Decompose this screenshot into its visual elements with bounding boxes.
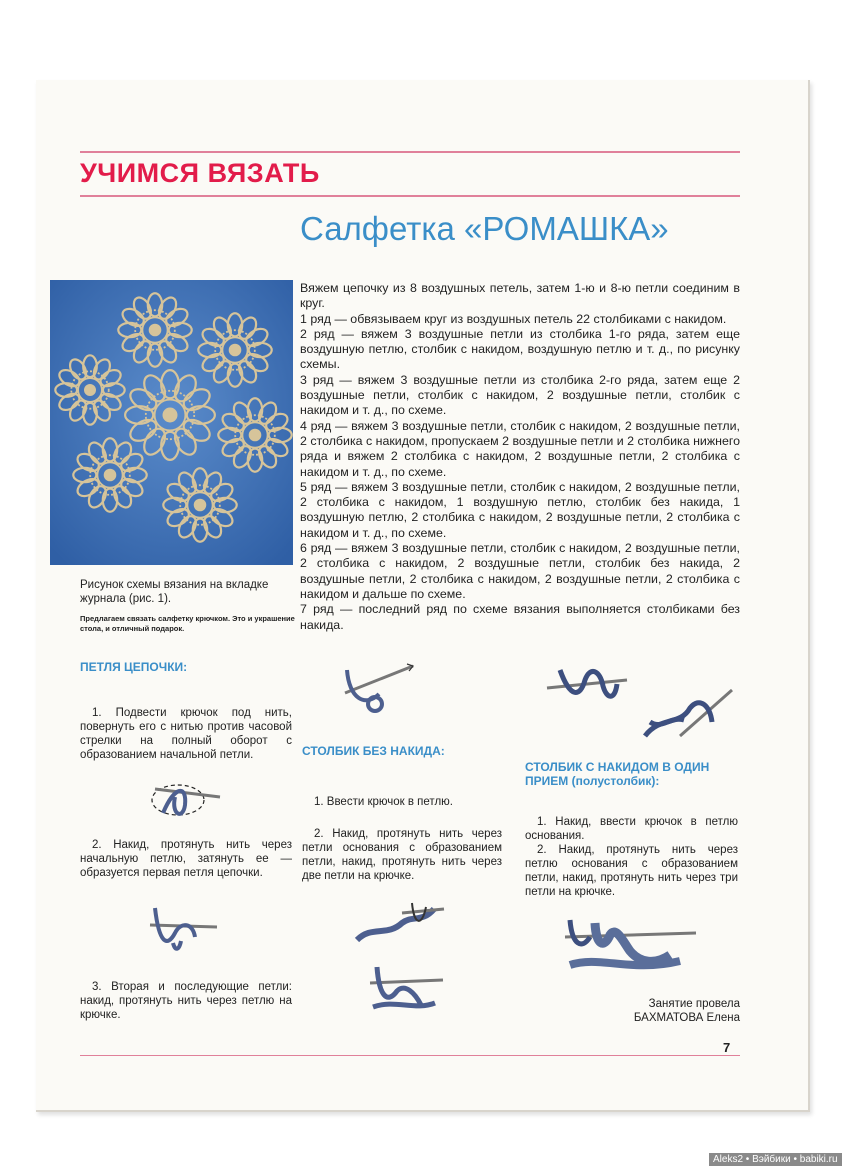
- chain-step1-illustration: [145, 775, 225, 825]
- single-crochet-step-2: 2. Накид, протянуть нить через петли основания с образованием петли, накид, протянуть нить через две петли на крючке.: [302, 828, 502, 882]
- single-crochet-step2-illustration: [352, 895, 447, 950]
- section-title: УЧИМСЯ ВЯЗАТЬ: [80, 158, 320, 188]
- half-double-step-2: 2. Накид, протянуть нить через петлю основания с образованием петли, накид, протянуть нить через три петли на крючке.: [525, 844, 738, 898]
- watermark: Aleks2 • Вэйбики • babiki.ru: [709, 1153, 842, 1166]
- paragraph: 5 ряд — вяжем 3 воздушные петли, столбик с накидом, 2 воздушные петли, 2 столбика с накидом, 1 воздушную петлю, столбик без накида, 1 воздушную петлю, 2 столбика с накидом, 2 воздушные петли, 2 столбика с накидом и т. д., по схеме.: [300, 479, 740, 540]
- chain-step-2: 2. Накид, протянуть нить через начальную петлю, затянуть ее — образуется первая петля цепочки.: [80, 839, 292, 879]
- half-double-heading-main: СТОЛБИК С НАКИДОМ В ОДИН ПРИЕМ: [525, 760, 710, 788]
- bottom-rule: [80, 1055, 740, 1056]
- article-title: Салфетка «РОМАШКА»: [300, 210, 669, 247]
- half-double-heading: [525, 760, 740, 788]
- half-double-heading-sub: (полустолбик):: [571, 774, 660, 788]
- credit-line-1: Занятие провела: [648, 998, 740, 1010]
- half-double-step-1: 1. Накид, ввести крючок в петлю основания.: [525, 816, 738, 842]
- paragraph: 6 ряд — вяжем 3 воздушные петли, столбик с накидом, 2 воздушные петли, 2 столбика с накидом, 2 воздушные петли, столбик без накида, 2 воздушные петли, 2 столбика с накидом, 2 воздушные петли, 2 столбика с накидом и дальше по схеме.: [300, 541, 740, 601]
- half-double-illustration-3: [560, 915, 700, 980]
- promo-text: Предлагаем связать салфетку крючком. Это и украшение стола, и отличный подарок.: [80, 614, 295, 633]
- chain-step-1: 1. Подвести крючок под нить, повернуть его с нитью против часовой стрелки на полный оборот с образованием начальной петли.: [80, 707, 292, 761]
- half-double-illustration-1: [545, 660, 630, 705]
- paragraph: 2 ряд — вяжем 3 воздушные петли из столбика 1-го ряда, затем еще воздушную петлю, столбик с накидом, воздушную петлю и т. д., по рисунку схемы.: [300, 326, 740, 372]
- title-rule: [80, 195, 740, 197]
- paragraph: 3 ряд — вяжем 3 воздушные петли из столбика 2-го ряда, затем еще 2 воздушные петли, столбик с накидом, 2 воздушные петли, столбик с накидом и т. д., по схеме.: [300, 372, 740, 418]
- paragraph: Вяжем цепочку из 8 воздушных петель, затем 1-ю и 8-ю петли соединим в круг.: [300, 281, 740, 311]
- chain-step-3: 3. Вторая и последующие петли: накид, протянуть нить через петлю на крючке.: [80, 981, 292, 1021]
- credit-line-2: БАХМАТОВА Елена: [633, 1012, 740, 1024]
- chain-step2-illustration: [145, 903, 220, 953]
- doilies-photo: [50, 280, 293, 565]
- paragraph: 1 ряд — обвязываем круг из воздушных петель 22 столбиками с накидом.: [300, 311, 727, 326]
- chain-stitch-heading: ПЕТЛЯ ЦЕПОЧКИ:: [80, 660, 188, 674]
- instructions-text: [300, 281, 740, 633]
- author-credit: [600, 997, 740, 1025]
- single-crochet-step3-illustration: [365, 965, 445, 1015]
- paragraph: 7 ряд — последний ряд по схеме вязания выполняется столбиками без накида.: [300, 602, 740, 632]
- page-number: 7: [723, 1040, 731, 1055]
- top-rule: [80, 151, 740, 153]
- single-crochet-step1-illustration: [335, 658, 415, 718]
- photo-caption: Рисунок схемы вязания на вкладке журнала (рис. 1).: [80, 579, 269, 605]
- single-crochet-step-1: 1. Ввести крючок в петлю.: [314, 796, 453, 808]
- half-double-illustration-2: [640, 686, 735, 746]
- paragraph: 4 ряд — вяжем 3 воздушные петли, столбик с накидом, 2 воздушные петли, 2 столбика с накидом, пропускаем 2 воздушные петли и 2 столбика нижнего ряда и вяжем 2 столбика с накидом, 2 воздушные петли, 2 столбика с накидом и т. д., по схеме.: [300, 418, 740, 479]
- single-crochet-heading: СТОЛБИК БЕЗ НАКИДА:: [302, 744, 445, 758]
